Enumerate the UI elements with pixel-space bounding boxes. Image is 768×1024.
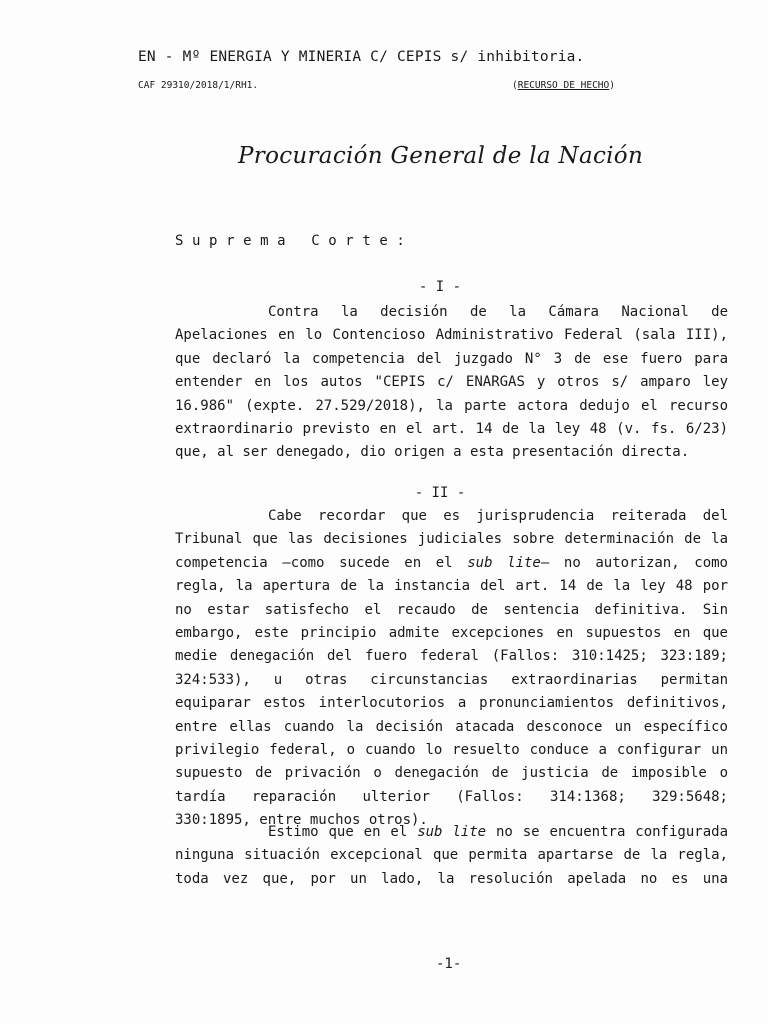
paragraph-line: toda vez que, por un lado, la resolución apelada no es una — [175, 870, 728, 887]
paragraph-line: ninguna situación excepcional que permita apartarse de la regla, — [175, 847, 728, 864]
sub-lite-italic: sub lite — [467, 554, 541, 571]
paragraph-line: medie denegación del fuero federal (Fallos: 310:1425; 323:189; — [175, 648, 728, 665]
section-2-paragraph-1 — [175, 505, 728, 832]
paragraph-line: tardía reparación ulterior (Fallos: 314:1368; 329:5648; — [175, 788, 728, 805]
recurso-open-paren: ( — [512, 80, 518, 91]
paragraph-line: 324:533), u otras circunstancias extraordinarias permitan — [175, 671, 728, 688]
section-heading-1: - I - — [418, 279, 462, 295]
paragraph-line-segment: Estimo que en el — [268, 824, 408, 840]
paragraph-line: equiparar estos interlocutorios a pronunciamientos definitivos, — [175, 695, 728, 712]
recurso-text: RECURSO DE HECHO — [517, 80, 610, 91]
paragraph-line: 16.986" (expte. 27.529/2018), la parte actora dedujo el recurso — [175, 397, 728, 414]
paragraph-line: extraordinario previsto en el art. 14 de la ley 48 (v. fs. 6/23) — [175, 420, 728, 437]
section-2-paragraph-2 — [175, 821, 728, 891]
paragraph-line-segment: — no autorizan, como — [540, 554, 728, 571]
paragraph-line: entre ellas cuando la decisión atacada desconoce un específico — [175, 718, 728, 735]
paragraph-line: embargo, este principio admite excepciones en supuestos en que — [175, 624, 728, 641]
section-1-paragraph — [175, 301, 728, 465]
paragraph-line: regla, la apertura de la instancia del art. 14 de la ley 48 por — [175, 578, 728, 595]
paragraph-line: Apelaciones en lo Contencioso Administrativo Federal (sala III), — [175, 327, 728, 344]
paragraph-line-segment: no se encuentra configurada — [496, 824, 728, 840]
paragraph-line: que declaró la competencia del juzgado N° 3 de ese fuero para — [175, 350, 728, 367]
paragraph-line — [175, 552, 728, 575]
paragraph-line — [175, 821, 728, 844]
paragraph-line: Contra la decisión de la Cámara Nacional de — [268, 304, 728, 320]
case-reference: CAF 29310/2018/1/RH1. — [138, 80, 259, 91]
salutation: Suprema Corte: — [175, 233, 414, 249]
recurso-label — [512, 80, 615, 91]
recurso-close-paren: ) — [609, 80, 615, 91]
section-heading-2: - II - — [414, 485, 466, 501]
sub-lite-italic: sub lite — [417, 824, 487, 840]
paragraph-line-segment: competencia —como sucede en el — [175, 554, 453, 571]
paragraph-line: entender en los autos "CEPIS c/ ENARGAS y otros s/ amparo ley — [175, 374, 728, 391]
case-title: EN - Mº ENERGIA Y MINERIA C/ CEPIS s/ inhibitoria. — [138, 49, 585, 65]
paragraph-line: supuesto de privación o denegación de justicia de imposible o — [175, 765, 728, 782]
paragraph-line: no estar satisfecho el recaudo de sentencia definitiva. Sin — [175, 601, 728, 618]
paragraph-line: Cabe recordar que es jurisprudencia reiterada del — [268, 508, 728, 524]
page-number: -1- — [436, 956, 462, 972]
paragraph-line: privilegio federal, o cuando lo resuelto conduce a configurar un — [175, 741, 728, 758]
paragraph-line: 330:1895, entre muchos otros). — [175, 812, 428, 829]
institution-heading: Procuración General de la Nación — [238, 143, 644, 169]
paragraph-line: Tribunal que las decisiones judiciales sobre determinación de la — [175, 531, 728, 548]
paragraph-line: que, al ser denegado, dio origen a esta presentación directa. — [175, 444, 690, 461]
